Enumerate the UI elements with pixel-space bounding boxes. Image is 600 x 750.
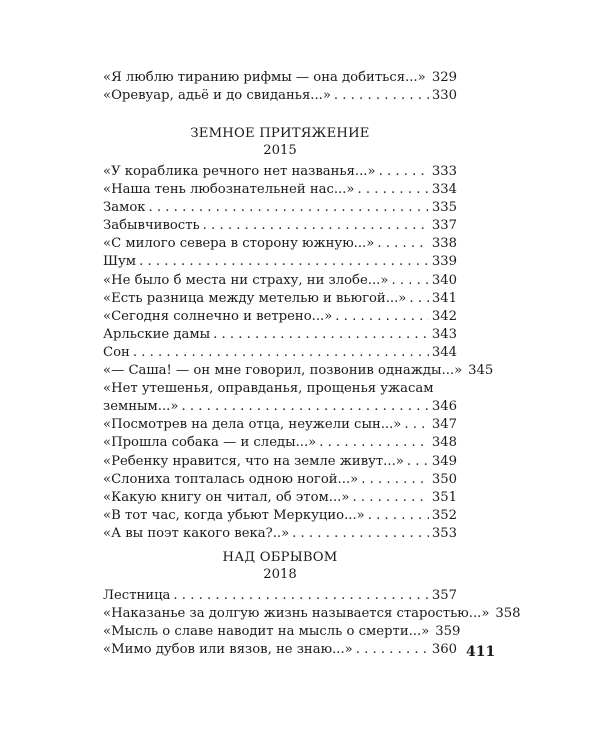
dot-leader xyxy=(139,253,429,271)
toc-entry-title: Арльские дамы xyxy=(103,326,211,342)
page-number: 411 xyxy=(466,644,496,660)
toc-entry-title-line1: «Нет утешенья, оправданья, прощенья ужасам xyxy=(103,381,434,397)
toc-block-top xyxy=(103,69,457,105)
toc-entry xyxy=(103,163,457,181)
dot-leader xyxy=(404,416,428,434)
dot-leader xyxy=(292,525,429,543)
toc-entry-page: 340 xyxy=(431,272,457,288)
toc-entry-page: 347 xyxy=(431,417,457,433)
toc-entry-page: 333 xyxy=(431,164,457,179)
toc-entry-page: 341 xyxy=(431,290,457,306)
toc-entry xyxy=(103,507,457,525)
toc-entry-title: Шум xyxy=(103,254,137,270)
dot-leader xyxy=(149,199,429,217)
section-heading xyxy=(103,549,457,583)
dot-leader xyxy=(407,453,429,471)
toc-entry-title-line2: земным...» xyxy=(103,399,179,415)
toc-entry xyxy=(103,217,457,235)
toc-entry xyxy=(103,605,521,623)
toc-entry xyxy=(103,308,457,326)
toc-entry-title: «В тот час, когда убьют Меркуцио...» xyxy=(103,507,365,523)
dot-leader xyxy=(361,471,429,489)
toc-entry-title: «Какую книгу он читал, об этом...» xyxy=(103,489,350,505)
toc-entry-title: «А вы поэт какого века?..» xyxy=(103,525,290,541)
toc-entry-page: 342 xyxy=(431,308,457,324)
toc-entry xyxy=(103,326,457,344)
dot-leader xyxy=(368,507,429,525)
section-heading xyxy=(103,125,457,159)
section-title: НАД ОБРЫВОМ xyxy=(222,550,338,565)
dot-leader xyxy=(377,235,429,253)
toc-entry-title: «Ребенку нравится, что на земле живут...» xyxy=(103,453,404,469)
dot-leader xyxy=(181,398,428,416)
toc-entry xyxy=(103,69,457,87)
toc-entry-page: 357 xyxy=(431,588,457,603)
toc-entry-page: 330 xyxy=(431,88,457,104)
toc-entry-page: 348 xyxy=(431,435,457,451)
dot-leader xyxy=(356,641,429,659)
toc-entry-title: «Слониха топталась одною ногой...» xyxy=(103,471,359,487)
toc-entry-wrapped xyxy=(103,380,457,416)
toc-entry-page: 338 xyxy=(431,236,457,252)
toc-entry-line2 xyxy=(103,398,457,416)
dot-leader xyxy=(173,587,428,605)
toc-entry-title: «Не было б места ни страху, ни злобе...» xyxy=(103,272,389,288)
toc-entry-title: «Наказанье за долгую жизнь называется старостью...» xyxy=(103,606,490,622)
toc-entry-title: Лестница xyxy=(103,588,171,603)
toc-entry xyxy=(103,253,457,271)
toc-entry xyxy=(103,623,461,641)
toc-entry xyxy=(103,416,457,434)
toc-entry xyxy=(103,344,457,362)
section-year: 2018 xyxy=(263,567,297,582)
toc-entry-page: 360 xyxy=(431,642,457,658)
toc-entry-page: 339 xyxy=(431,254,457,270)
toc-entry-title: Сон xyxy=(103,344,130,360)
toc-entry xyxy=(103,235,457,253)
toc-entry xyxy=(103,453,457,471)
toc-entry-page: 335 xyxy=(431,200,457,216)
toc-entry-title: «Наша тень любознательней нас...» xyxy=(103,182,355,198)
toc-entry-title: «Мимо дубов или вязов, не знаю...» xyxy=(103,642,353,658)
toc-entry-title: «Я люблю тиранию рифмы — она добиться...» xyxy=(103,70,426,85)
section-year: 2015 xyxy=(263,143,297,158)
dot-leader xyxy=(203,217,429,235)
toc-entry-page: 345 xyxy=(468,363,494,379)
toc-entry-page: 352 xyxy=(431,507,457,523)
dot-leader xyxy=(133,344,429,362)
toc-entry-page: 353 xyxy=(431,525,457,541)
dot-leader xyxy=(391,272,428,290)
toc-entry-page: 334 xyxy=(431,182,457,198)
toc-entry xyxy=(103,181,457,199)
toc-entry-page: 349 xyxy=(431,453,457,469)
toc-entry-page: 343 xyxy=(431,326,457,342)
toc-entry xyxy=(103,434,457,452)
toc-entry-title: «Мысль о славе наводит на мысль о смерти...» xyxy=(103,624,430,640)
toc-entry-title: «Посмотрев на дела отца, неужели сын...» xyxy=(103,417,402,433)
toc-entry-title: Забывчивость xyxy=(103,218,200,234)
toc-entry xyxy=(103,525,457,543)
toc-entry-page: 350 xyxy=(431,471,457,487)
toc-entry xyxy=(103,199,457,217)
toc-entry-title: «Оревуар, адьё и до свиданья...» xyxy=(103,88,331,104)
toc-entry-title: «Сегодня солнечно и ветрено...» xyxy=(103,308,333,324)
dot-leader xyxy=(319,434,429,452)
dot-leader xyxy=(213,326,429,344)
toc-entry-page: 351 xyxy=(431,489,457,505)
toc-entry xyxy=(103,489,457,507)
toc-entry-page: 344 xyxy=(431,344,457,360)
toc-entry xyxy=(103,290,457,308)
dot-leader xyxy=(352,489,428,507)
toc-entry-title: «— Саша! — он мне говорил, позвонив однажды...» xyxy=(103,363,463,379)
dot-leader xyxy=(409,290,428,308)
toc-entry-page: 358 xyxy=(495,606,521,622)
toc-entry-title: «С милого севера в сторону южную...» xyxy=(103,236,375,252)
toc-entry-page: 346 xyxy=(431,399,457,415)
toc-entry-title: «У кораблика речного нет названья...» xyxy=(103,164,376,179)
dot-leader xyxy=(358,181,429,199)
dot-leader xyxy=(379,163,429,181)
toc-entry-page: 359 xyxy=(435,624,461,640)
toc-entry xyxy=(103,641,457,659)
toc-entry-title: «Есть разница между метелью и вьюгой...» xyxy=(103,290,407,306)
toc-entry xyxy=(103,471,457,489)
dot-leader xyxy=(335,308,429,326)
toc-entry-page: 337 xyxy=(431,218,457,234)
toc-entry-title: «Прошла собака — и следы...» xyxy=(103,435,317,451)
dot-leader xyxy=(334,87,429,105)
toc-entry xyxy=(103,587,457,605)
toc-entry-page: 329 xyxy=(431,70,457,85)
toc-entry xyxy=(103,87,457,105)
toc-entry-title: Замок xyxy=(103,200,146,216)
toc-entry xyxy=(103,272,457,290)
section-title: ЗЕМНОЕ ПРИТЯЖЕНИЕ xyxy=(190,126,370,141)
toc-block-section1 xyxy=(103,163,494,543)
toc-entry xyxy=(103,362,494,380)
